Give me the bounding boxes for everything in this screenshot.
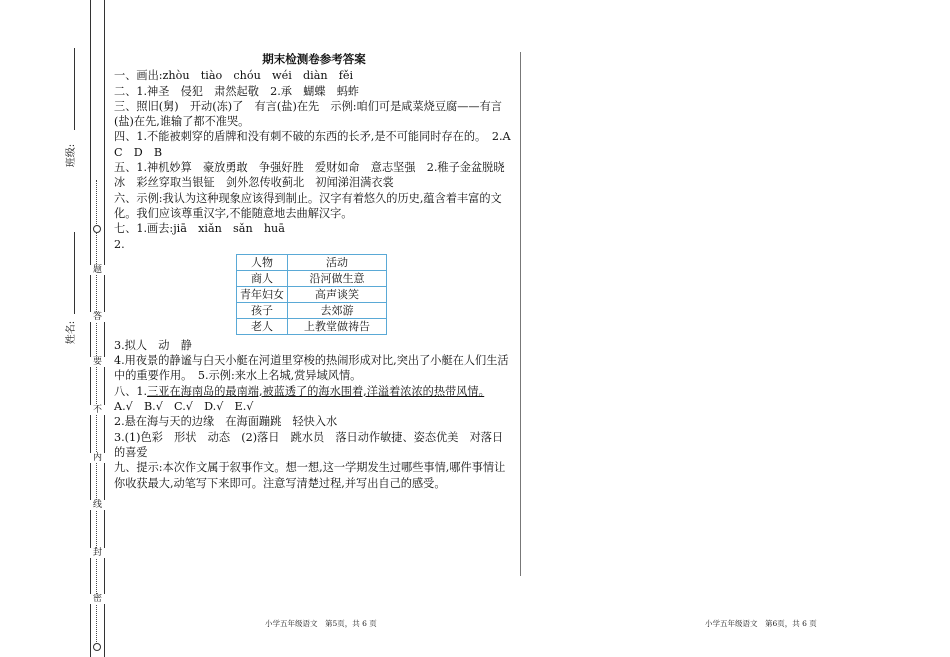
binding-hole bbox=[93, 643, 101, 651]
seal-char: 线 bbox=[90, 500, 105, 510]
table-cell: 青年妇女 bbox=[237, 286, 288, 302]
answer-line: 三、照旧(舅) 开动(冻)了 有言(盐)在先 示例:咱们可是咸菜烧豆腐——有言(盐)在先,谁输了都不准哭。 bbox=[114, 99, 502, 129]
activity-table bbox=[236, 254, 387, 335]
binding-hole bbox=[93, 225, 101, 233]
underlined-sentence: 三亚在海南岛的最南端,被蓝透了的海水围着,洋溢着浓浓的热带风情。 bbox=[147, 384, 485, 398]
answer-line: 2. bbox=[114, 237, 125, 251]
answer-line: 六、示例:我认为这种现象应该得到制止。汉字有着悠久的历史,蕴含着丰富的文化。我们应该尊重汉字,不能随意地去曲解汉字。 bbox=[114, 191, 502, 220]
class-label: 班级: bbox=[66, 143, 78, 168]
seal-char: 封 bbox=[90, 548, 105, 558]
answer-line: 二、1.神圣 侵犯 肃然起敬 2.承 蝴蝶 蚂蚱 bbox=[114, 84, 360, 98]
name-write-line bbox=[74, 232, 75, 314]
page-title: 期末检测卷参考答案 bbox=[262, 52, 366, 66]
answer-key bbox=[114, 52, 522, 491]
table-cell: 高声谈笑 bbox=[288, 286, 387, 302]
table-cell: 人物 bbox=[237, 254, 288, 270]
answer-line: 一、画出:zhòu tiào chóu wéi diàn fěi bbox=[114, 69, 354, 83]
seal-char: 密 bbox=[90, 594, 105, 604]
table-row bbox=[237, 254, 387, 270]
page-footer-right: 小学五年级语文 第6页，共 6 页 bbox=[705, 619, 817, 628]
table-row bbox=[237, 286, 387, 302]
answer-line: 2.悬在海与天的边缘 在海面蹦跳 轻快入水 bbox=[114, 415, 338, 429]
answer-line: 4.用夜景的静谧与白天小艇在河道里穿梭的热闹形成对比,突出了小艇在人们生活中的重要作用。 5.示例:来水上名城,赏异域风情。 bbox=[114, 354, 509, 383]
seal-char: 要 bbox=[90, 357, 105, 367]
table-cell: 去郊游 bbox=[288, 302, 387, 318]
seal-line bbox=[96, 180, 97, 650]
table-cell: 活动 bbox=[288, 254, 387, 270]
table-cell: 沿河做生意 bbox=[288, 270, 387, 286]
answer-line: 3.拟人 动 静 bbox=[114, 338, 192, 352]
table-cell: 上教堂做祷告 bbox=[288, 318, 387, 334]
table-cell: 商人 bbox=[237, 270, 288, 286]
binding-margin bbox=[90, 0, 105, 657]
seal-char: 不 bbox=[90, 405, 105, 415]
seal-char: 题 bbox=[90, 265, 105, 275]
class-write-line bbox=[74, 48, 75, 130]
answer-line: 五、1.神机妙算 豪放勇敢 争强好胜 爱财如命 意志坚强 2.稚子金盆脱晓冰 彩丝穿取当银钲 剑外忽传收蓟北 初闻涕泪满衣裳 bbox=[114, 161, 505, 190]
table-row bbox=[237, 270, 387, 286]
seal-char: 内 bbox=[90, 453, 105, 463]
page-footer-left: 小学五年级语文 第5页，共 6 页 bbox=[265, 619, 377, 628]
answer-line: 七、1.画去:jiā xiǎn sǎn huā bbox=[114, 222, 285, 236]
table-row bbox=[237, 318, 387, 334]
answer-line: 3.(1)色彩 形状 动态 (2)落日 跳水员 落日动作敏捷、姿态优美 对落日的喜爱 bbox=[114, 430, 504, 459]
answer-line: 四、1.不能被刺穿的盾牌和没有刺不破的东西的长矛,是不可能同时存在的。 2.A C D B bbox=[114, 130, 522, 159]
answer-line-section8 bbox=[114, 384, 514, 415]
name-label: 姓名: bbox=[66, 320, 78, 345]
table-cell: 孩子 bbox=[237, 302, 288, 318]
section8-prefix: 八、1. bbox=[114, 384, 148, 398]
section8-choices: A.√ B.√ C.√ D.√ E.√ bbox=[114, 384, 496, 414]
table-cell: 老人 bbox=[237, 318, 288, 334]
seal-char: 答 bbox=[90, 312, 105, 322]
table-row bbox=[237, 302, 387, 318]
answer-line: 九、提示:本次作文属于叙事作文。想一想,这一学期发生过哪些事情,哪件事情让你收获最大,动笔写下来即可。注意写清楚过程,并写出自己的感受。 bbox=[114, 461, 506, 490]
